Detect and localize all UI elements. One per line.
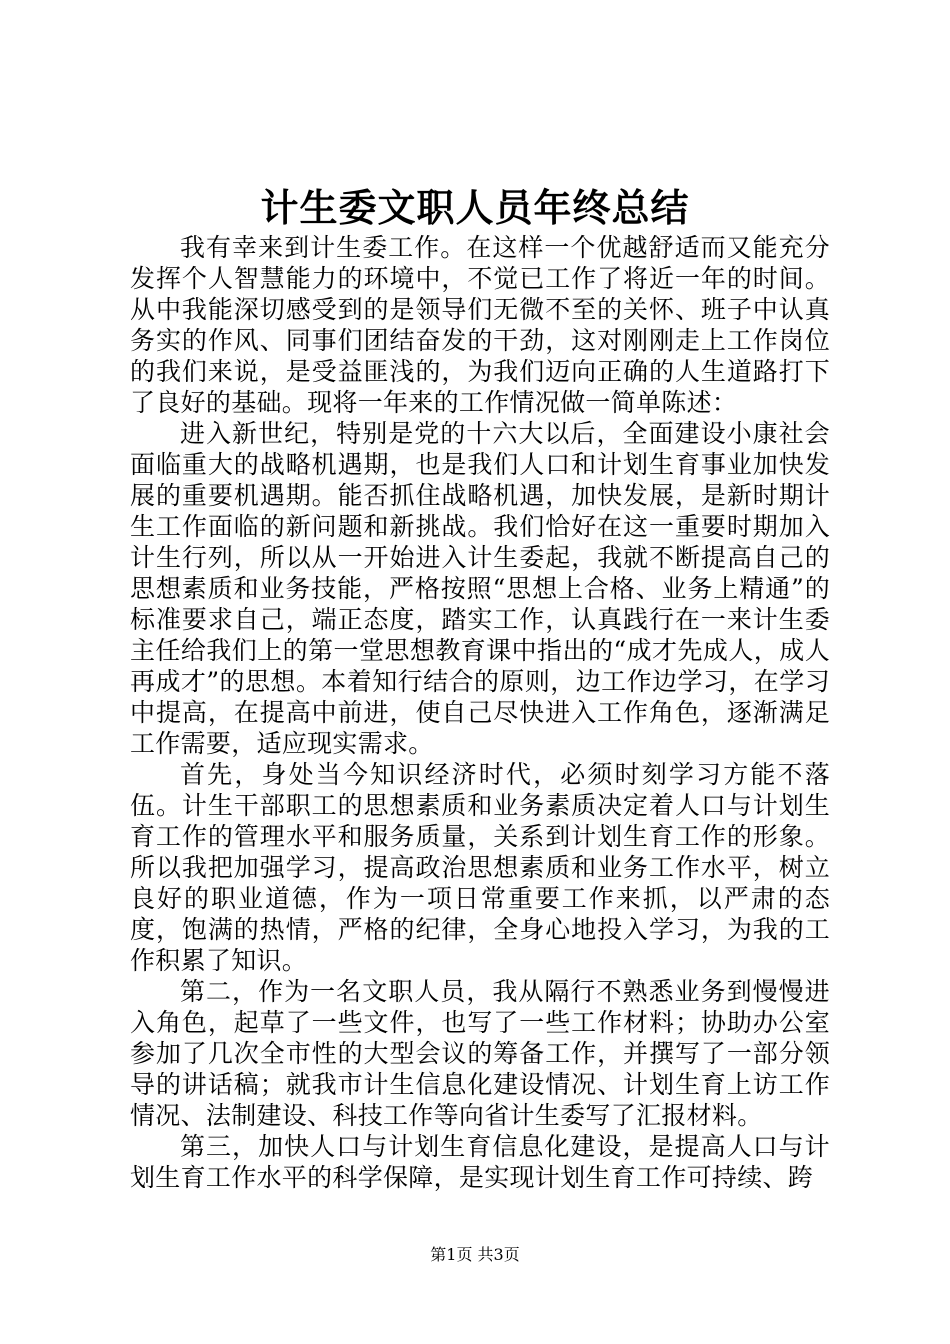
- paragraph-first: 首先，身处当今知识经济时代，必须时刻学习方能不落伍。计生干部职工的思想素质和业务素质决定着人口与计划生育工作的管理水平和服务质量，关系到计划生育工作的形象。所以我把加强学习，提高政治思想素质和业务工作水平，树立良好的职业道德，作为一项日常重要工作来抓，以严肃的态度，饱满的热情，严格的纪律，全身心地投入学习，为我的工作积累了知识。: [130, 760, 830, 975]
- document-title: 计生委文职人员年终总结: [260, 185, 690, 230]
- paragraph-new-century: 进入新世纪，特别是党的十六大以后，全面建设小康社会面临重大的战略机遇期，也是我们人口和计划生育事业加快发展的重要机遇期。能否抓住战略机遇，加快发展，是新时期计生工作面临的新问题和新挑战。我们恰好在这一重要时期加入计生行列，所以从一开始进入计生委起，我就不断提高自己的思想素质和业务技能，严格按照“思想上合格、业务上精通”的标准要求自己，端正态度，踏实工作，认真践行在一来计生委主任给我们上的第一堂思想教育课中指出的“成才先成人，成人再成才”的思想。本着知行结合的原则，边工作边学习，在学习中提高，在提高中前进，使自己尽快进入工作角色，逐渐满足工作需要，适应现实需求。: [130, 419, 830, 758]
- paragraph-second: 第二，作为一名文职人员，我从隔行不熟悉业务到慢慢进入角色，起草了一些文件，也写了一些工作材料；协助办公室参加了几次全市性的大型会议的筹备工作，并撰写了一部分领导的讲话稿；就我市计生信息化建设情况、计划生育上访工作情况、法制建设、科技工作等向省计生委写了汇报材料。: [130, 977, 830, 1130]
- paragraph-third: 第三，加快人口与计划生育信息化建设，是提高人口与计划生育工作水平的科学保障，是实现计划生育工作可持续、跨: [130, 1132, 830, 1192]
- paragraph-intro: 我有幸来到计生委工作。在这样一个优越舒适而又能充分发挥个人智慧能力的环境中，不觉已工作了将近一年的时间。从中我能深切感受到的是领导们无微不至的关怀、班子中认真务实的作风、同事们团结奋发的干劲，这对刚刚走上工作岗位的我们来说，是受益匪浅的，为我们迈向正确的人生道路打下了良好的基础。现将一年来的工作情况做一简单陈述：: [130, 233, 830, 417]
- document-body: [130, 232, 830, 1193]
- page-number: 第1页 共3页: [430, 1245, 520, 1264]
